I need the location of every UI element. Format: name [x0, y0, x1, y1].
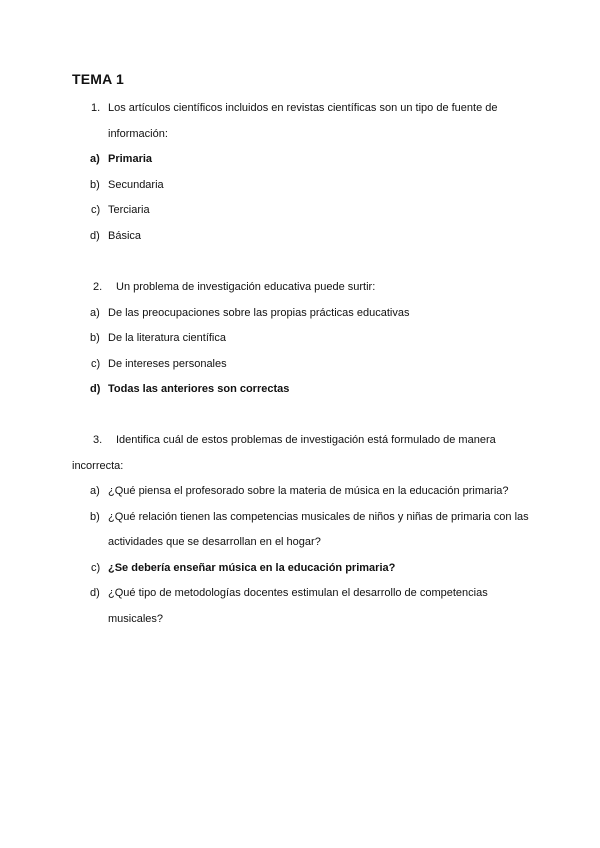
q3-option-b-text-line-2: actividades que se desarrollan en el hogar? — [108, 536, 321, 548]
question-1-text-line-2: información: — [108, 128, 168, 140]
q3-option-b-marker: b) — [90, 511, 100, 523]
question-2-text: Un problema de investigación educativa puede surtir: — [116, 281, 376, 293]
q3-option-c-text: ¿Se debería enseñar música en la educación primaria? — [108, 562, 396, 574]
q1-option-a-marker: a) — [90, 153, 100, 165]
q2-option-a-text: De las preocupaciones sobre las propias prácticas educativas — [108, 307, 410, 319]
q3-option-b-text-line-1: ¿Qué relación tienen las competencias musicales de niños y niñas de primaria con las — [108, 511, 529, 523]
q3-option-d-text-line-2: musicales? — [108, 613, 164, 625]
q3-option-d-marker: d) — [90, 587, 100, 599]
q3-option-a-text: ¿Qué piensa el profesorado sobre la materia de música en la educación primaria? — [108, 485, 509, 497]
q2-option-c-marker: c) — [91, 358, 101, 370]
q2-option-d-text: Todas las anteriores son correctas — [108, 383, 290, 395]
question-3-text-line-1: Identifica cuál de estos problemas de investigación está formulado de manera — [116, 434, 496, 446]
q1-option-c-text: Terciaria — [108, 204, 150, 216]
question-1-number: 1. — [91, 102, 101, 114]
q3-option-a-marker: a) — [90, 485, 100, 497]
q1-option-a-text: Primaria — [108, 153, 153, 165]
q2-option-c-text: De intereses personales — [108, 358, 227, 370]
q3-option-d-text-line-1: ¿Qué tipo de metodologías docentes estimulan el desarrollo de competencias — [108, 587, 488, 599]
q3-option-c-marker: c) — [91, 562, 101, 574]
q1-option-b-marker: b) — [90, 179, 100, 191]
q2-option-b-text: De la literatura científica — [108, 332, 226, 344]
q2-option-a-marker: a) — [90, 307, 100, 319]
page-title: TEMA 1 — [72, 71, 125, 87]
q1-option-b-text: Secundaria — [108, 179, 164, 191]
question-3-number: 3. — [93, 434, 103, 446]
q2-option-b-marker: b) — [90, 332, 100, 344]
question-2-number: 2. — [93, 281, 103, 293]
q1-option-c-marker: c) — [91, 204, 101, 216]
q2-option-d-marker: d) — [90, 383, 101, 395]
question-3-text-line-2: incorrecta: — [72, 460, 124, 472]
q1-option-d-marker: d) — [90, 230, 100, 242]
question-1-text-line-1: Los artículos científicos incluidos en revistas científicas son un tipo de fuente de — [108, 102, 498, 114]
q1-option-d-text: Básica — [108, 230, 142, 242]
